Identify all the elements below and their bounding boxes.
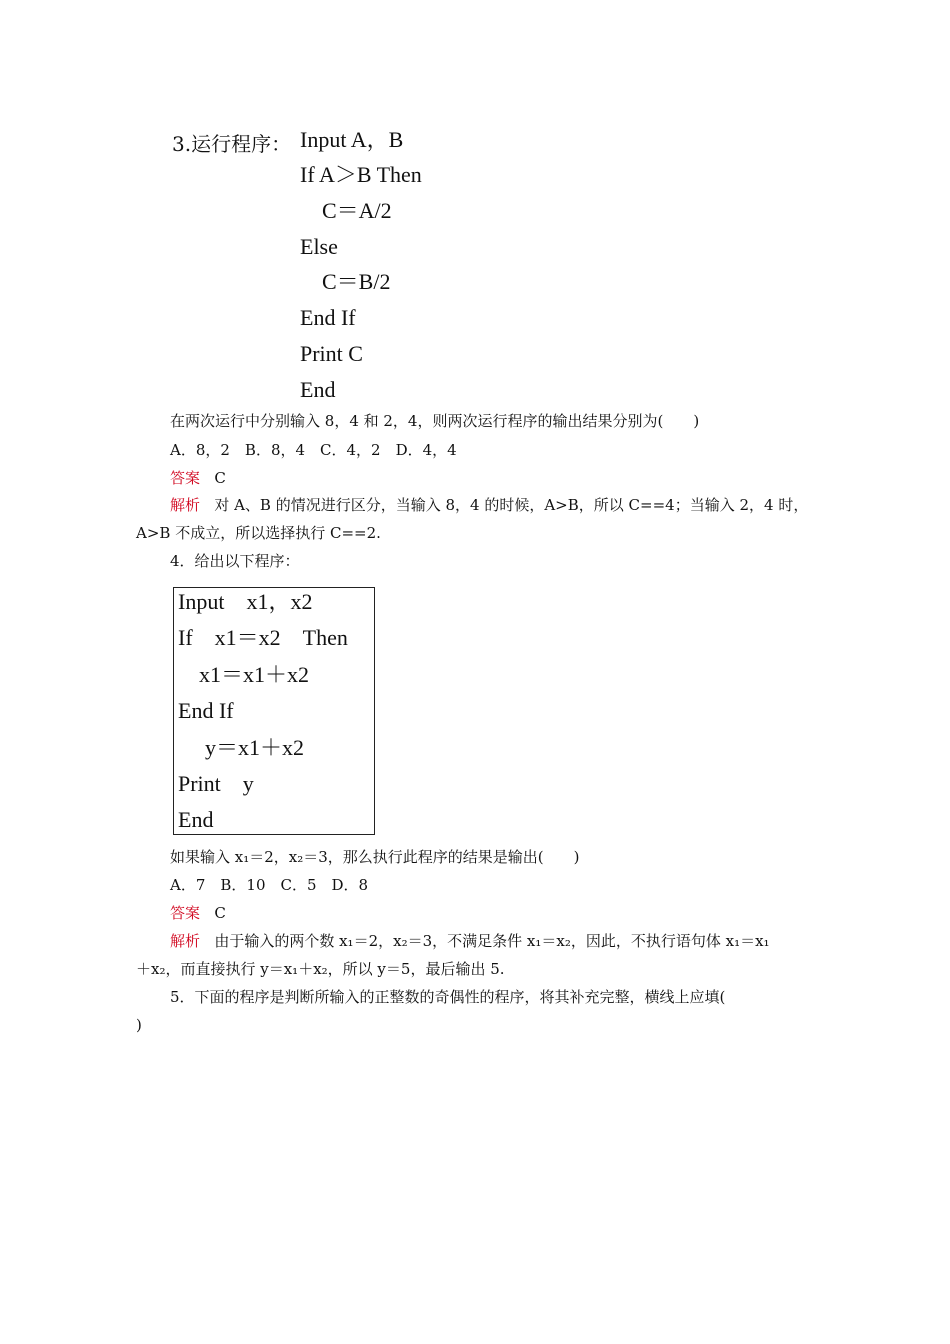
q4-analysis-label: 解析 xyxy=(170,932,201,950)
q4-question: 如果输入 x₁＝2，x₂＝3，那么执行此程序的结果是输出( ) xyxy=(170,848,580,866)
q4-answer xyxy=(170,904,226,922)
q3-code-line-5: C＝B/2 xyxy=(322,269,391,294)
q3-answer xyxy=(170,469,226,487)
q4-code-line-3: x1＝x1＋x2 xyxy=(199,662,310,687)
q3-analysis-label: 解析 xyxy=(170,496,201,514)
q4-answer-label: 答案 xyxy=(170,904,201,922)
q3-analysis-line-1 xyxy=(170,496,808,514)
q3-answer-value: C xyxy=(214,469,226,487)
q4-code-line-7: End xyxy=(178,807,214,832)
q3-code-line-1: Input A，B xyxy=(300,127,404,152)
q3-code-line-3: C＝A/2 xyxy=(322,198,392,223)
q3-analysis-text-1: 对 A、B 的情况进行区分，当输入 8，4 的时候，A>B，所以 C==4；当输入 2，4 时， xyxy=(214,496,809,514)
q4-code-line-4: End If xyxy=(178,698,234,723)
q4-code-line-5: y＝x1＋x2 xyxy=(205,735,305,760)
q3-answer-label: 答案 xyxy=(170,469,201,487)
q4-options: A．7 B．10 C．5 D．8 xyxy=(170,876,369,894)
q3-code-line-4: Else xyxy=(300,234,338,259)
q3-analysis-line-2: A>B 不成立，所以选择执行 C==2. xyxy=(136,524,381,542)
q3-code-line-2: If A＞B Then xyxy=(300,162,422,187)
q4-analysis-text-1: 由于输入的两个数 x₁＝2，x₂＝3，不满足条件 x₁＝x₂，因此，不执行语句体 x₁＝x₁ xyxy=(214,932,770,950)
q3-code-line-8: End xyxy=(300,377,336,402)
q3-code-line-7: Print C xyxy=(300,341,363,366)
q4-code-line-6: Print y xyxy=(178,771,254,796)
q3-options: A．8，2 B．8，4 C．4，2 D．4，4 xyxy=(170,441,457,459)
q5-line-1: 5．下面的程序是判断所输入的正整数的奇偶性的程序，将其补充完整，横线上应填( xyxy=(170,988,726,1006)
q4-analysis-line-1 xyxy=(170,932,770,950)
q4-code-line-1: Input x1，x2 xyxy=(178,589,313,614)
q5-line-2: ) xyxy=(136,1016,142,1034)
q3-question: 在两次运行中分别输入 8，4 和 2，4，则两次运行程序的输出结果分别为( ) xyxy=(170,412,700,430)
q3-code-line-6: End If xyxy=(300,305,356,330)
q3-label: 3.运行程序： xyxy=(172,132,292,156)
q4-code-line-2: If x1＝x2 Then xyxy=(178,625,348,650)
q4-label: 4．给出以下程序： xyxy=(170,552,300,570)
q4-answer-value: C xyxy=(214,904,226,922)
q4-analysis-line-2: ＋x₂，而直接执行 y＝x₁＋x₂，所以 y＝5，最后输出 5. xyxy=(136,960,505,978)
